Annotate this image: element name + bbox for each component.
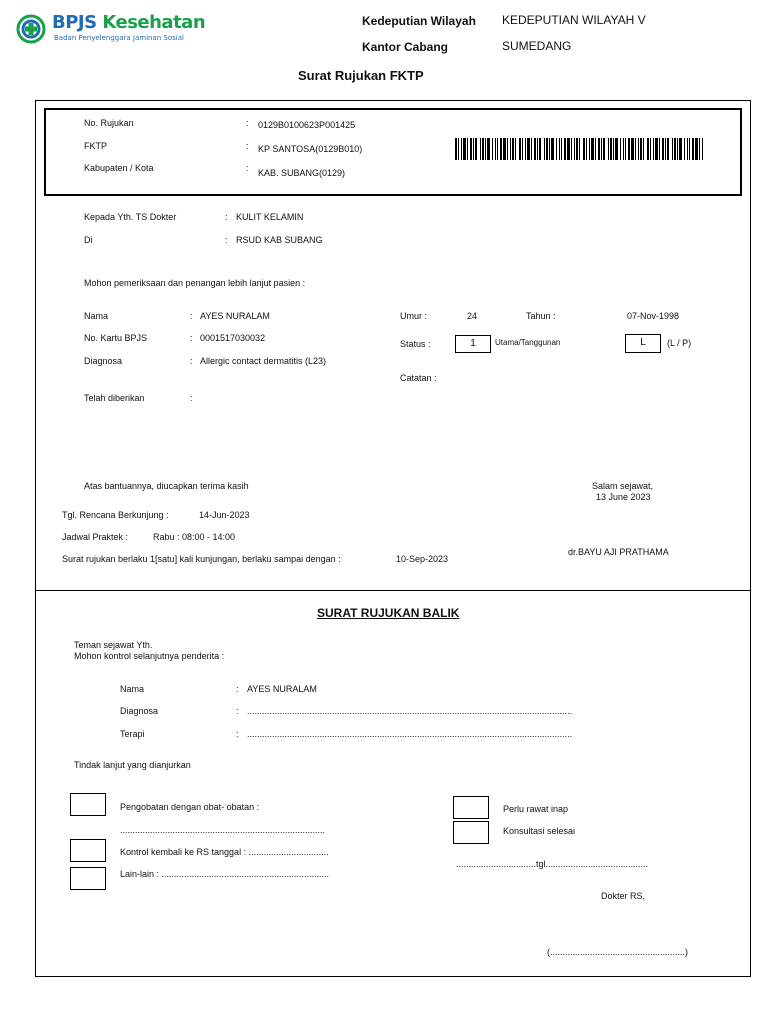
back-greeting-2: Mohon kontrol selanjutnya penderita : xyxy=(74,651,225,661)
control-label: Kontrol kembali ke RS tanggal : ................................ xyxy=(120,847,329,857)
colon: : xyxy=(190,393,193,403)
medication-dots: .................................................................................. xyxy=(120,825,326,835)
inpatient-checkbox[interactable] xyxy=(453,796,489,819)
schedule-value: Rabu : 08:00 - 14:00 xyxy=(153,532,236,542)
inpatient-label: Perlu rawat inap xyxy=(503,804,569,814)
diagnosis-label: Diagnosa xyxy=(84,356,123,366)
at-value: RSUD KAB SUBANG xyxy=(236,235,323,245)
city-value: KAB. SUBANG(0129) xyxy=(258,168,346,178)
colon: : xyxy=(236,684,239,694)
back-diagnosis-label: Diagnosa xyxy=(120,706,159,716)
doctor-value: KULIT KELAMIN xyxy=(236,212,304,222)
card-value: 0001517030032 xyxy=(200,333,266,343)
colon: : xyxy=(190,356,193,366)
branch-value: SUMEDANG xyxy=(502,39,572,53)
card-label: No. Kartu BPJS xyxy=(84,333,148,343)
colon: : xyxy=(246,141,249,151)
rs-doctor-label: Dokter RS, xyxy=(601,891,646,901)
bpjs-logo-icon xyxy=(16,14,46,44)
logo-brand-bpjs: BPJS xyxy=(52,12,97,33)
deputy-value: KEDEPUTIAN WILAYAH V xyxy=(502,13,646,27)
diagnosis-value: Allergic contact dermatitis (L23) xyxy=(200,356,327,366)
other-checkbox[interactable] xyxy=(70,867,106,890)
back-greeting-1: Teman sejawat Yth. xyxy=(74,640,153,650)
back-name-value: AYES NURALAM xyxy=(247,684,317,694)
letter-date: 13 June 2023 xyxy=(596,492,651,502)
status-box: 1 xyxy=(455,335,491,353)
bpjs-logo xyxy=(16,12,206,46)
medication-label: Pengobatan dengan obat- obatan : xyxy=(120,802,260,812)
colon: : xyxy=(236,706,239,716)
doctor-signature-name: dr.BAYU AJI PRATHAMA xyxy=(568,547,669,557)
back-therapy-label: Terapi xyxy=(120,729,145,739)
colon: : xyxy=(190,311,193,321)
back-name-label: Nama xyxy=(120,684,145,694)
deputy-label: Kedeputian Wilayah xyxy=(362,14,476,28)
year-value: 07-Nov-1998 xyxy=(627,311,680,321)
control-checkbox[interactable] xyxy=(70,839,106,862)
colon: : xyxy=(225,212,228,222)
back-diagnosis-dots: .................................................................................................................................. xyxy=(247,706,573,716)
other-label: Lain-lain : ................................................................... xyxy=(120,869,330,879)
visit-plan-value: 14-Jun-2023 xyxy=(199,510,250,520)
validity-text: Surat rujukan berlaku 1[satu] kali kunjungan, berlaku sampai dengan : xyxy=(62,554,341,564)
sex-desc: (L / P) xyxy=(667,338,692,348)
patient-name-label: Nama xyxy=(84,311,109,321)
barcode xyxy=(455,138,703,160)
thanks-text: Atas bantuannya, diucapkan terima kasih xyxy=(84,481,249,491)
logo-subtitle: Badan Penyelenggara Jaminan Sosial xyxy=(54,34,184,42)
colon: : xyxy=(246,118,249,128)
doctor-label: Kepada Yth. TS Dokter xyxy=(84,212,177,222)
referral-no-label: No. Rujukan xyxy=(84,118,134,128)
patient-name-value: AYES NURALAM xyxy=(200,311,270,321)
city-label: Kabupaten / Kota xyxy=(84,163,154,173)
request-text: Mohon pemeriksaan dan penangan lebih lanjut pasien : xyxy=(84,278,306,288)
colon: : xyxy=(246,163,249,173)
back-therapy-dots: .................................................................................................................................. xyxy=(247,729,573,739)
fktp-value: KP SANTOSA(0129B010) xyxy=(258,144,363,154)
rs-doctor-signature: (......................................................) xyxy=(547,947,689,957)
branch-label: Kantor Cabang xyxy=(362,40,449,54)
visit-plan-label: Tgl. Rencana Berkunjung : xyxy=(62,510,169,520)
status-desc: Utama/Tanggunan xyxy=(495,338,561,347)
place-date-line: ................................tgl......................................... xyxy=(456,859,649,869)
notes-label: Catatan : xyxy=(400,373,437,383)
sex-box: L xyxy=(625,334,661,353)
colon: : xyxy=(190,333,193,343)
age-value: 24 xyxy=(467,311,478,321)
colon: : xyxy=(236,729,239,739)
followup-label: Tindak lanjut yang dianjurkan xyxy=(74,760,191,770)
consult-done-label: Konsultasi selesai xyxy=(503,826,576,836)
greeting-text: Salam sejawat, xyxy=(592,481,654,491)
referral-no-value: 0129B0100623P001425 xyxy=(258,120,356,130)
section-divider xyxy=(35,590,751,591)
medication-checkbox[interactable] xyxy=(70,793,106,816)
fktp-label: FKTP xyxy=(84,141,108,151)
colon: : xyxy=(225,235,228,245)
back-referral-title: SURAT RUJUKAN BALIK xyxy=(317,606,460,620)
age-label: Umur : xyxy=(400,311,427,321)
at-label: Di xyxy=(84,235,93,245)
schedule-label: Jadwal Praktek : xyxy=(62,532,129,542)
logo-brand-kesehatan: Kesehatan xyxy=(102,12,206,33)
status-label: Status : xyxy=(400,339,431,349)
given-label: Telah diberikan xyxy=(84,393,145,403)
year-label: Tahun : xyxy=(526,311,556,321)
consult-done-checkbox[interactable] xyxy=(453,821,489,844)
page-title: Surat Rujukan FKTP xyxy=(298,68,424,83)
referral-frame xyxy=(35,100,751,977)
validity-value: 10-Sep-2023 xyxy=(396,554,449,564)
